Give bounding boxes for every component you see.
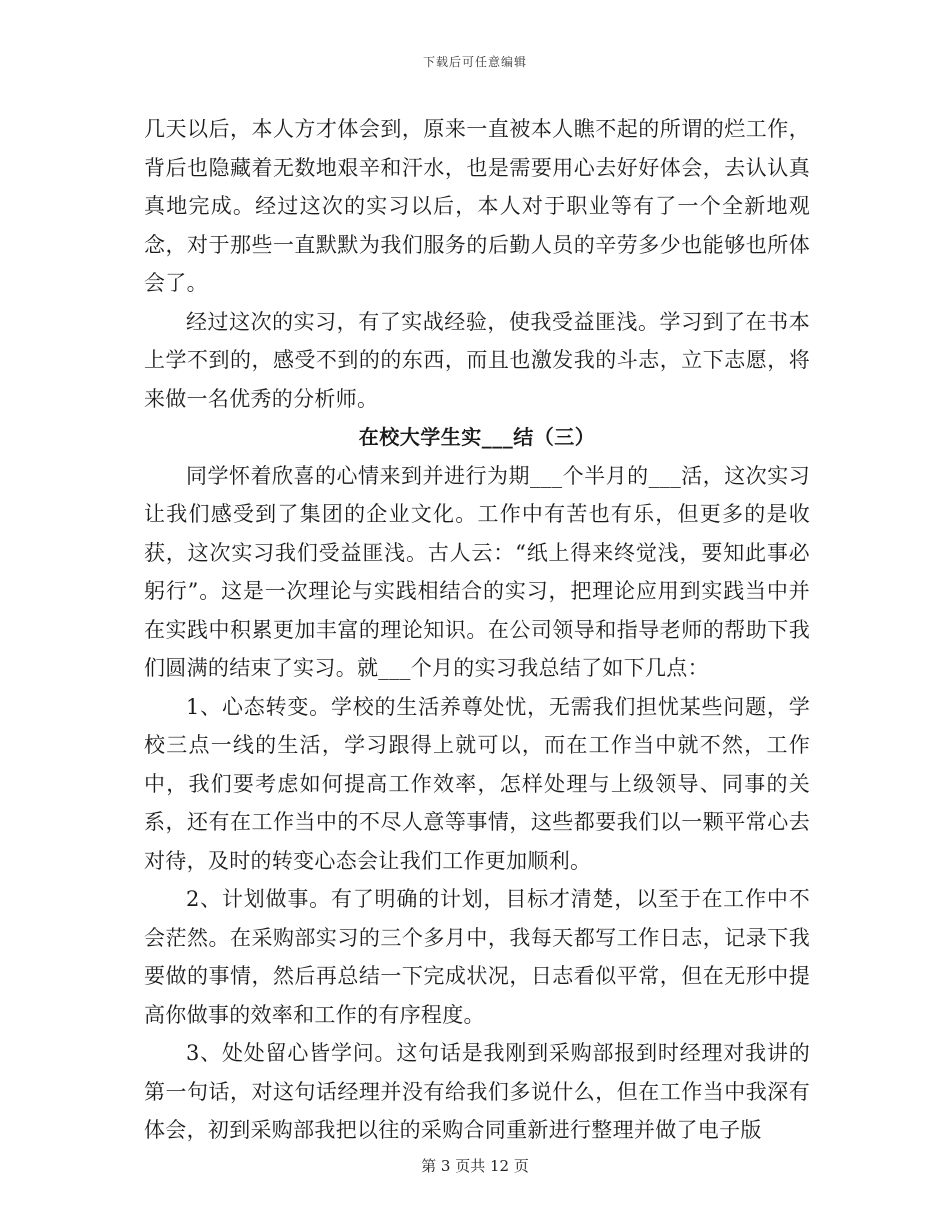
paragraph-continued: 几天以后，本人方才体会到，原来一直被本人瞧不起的所谓的烂工作，背后也隐藏着无数地艰辛和汗水，也是需要用心去好好体会，去认认真真地完成。经过这次的实习以后，本人对于职业等有了一个全新地观念，对于那些一直默默为我们服务的后勤人员的辛劳多少也能够也所体会了。 [144,117,810,295]
paragraph: 同学怀着欣喜的心情来到并进行为期___个半月的___活，这次实习让我们感受到了集团的企业文化。工作中有苦也有乐，但更多的是收获，这次实习我们受益匪浅。古人云：“纸上得来终觉浅，要知此事必躬行”。这是一次理论与实践相结合的实习，把理论应用到实践当中并在实践中积累更加丰富的理论知识。在公司领导和指导老师的帮助下我们圆满的结束了实习。就___个月的实习我总结了如下几点： [144,463,810,680]
paragraph: 1、心态转变。学校的生活养尊处忧，无需我们担忧某些问题，学校三点一线的生活，学习跟得上就可以，而在工作当中就不然，工作中，我们要考虑如何提高工作效率，怎样处理与上级领导、同事的关系，还有在工作当中的不尽人意等事情，这些都要我们以一颗平常心去对待，及时的转变心态会让我们工作更加顺利。 [144,694,810,873]
header-note: 下载后可任意编辑 [422,55,527,69]
paragraph: 经过这次的实习，有了实战经验，使我受益匪浅。学习到了在书本上学不到的，感受不到的的东西，而且也激发我的斗志，立下志愿，将来做一名优秀的分析师。 [144,309,810,411]
section-title: 在校大学生实___结（三） [358,425,596,449]
paragraph: 3、处处留心皆学问。这句话是我刚到采购部报到时经理对我讲的第一句话，对这句话经理并没有给我们多说什么，但在工作当中我深有体会，初到采购部我把以往的采购合同重新进行整理并做了电子版 [144,1041,810,1142]
document-body [144,110,810,1150]
page-number: 第 3 页共 12 页 [421,1157,529,1175]
paragraph: 2、计划做事。有了明确的计划，目标才清楚，以至于在工作中不会茫然。在采购部实习的三个多月中，我每天都写工作日志，记录下我要做的事情，然后再总结一下完成状况，日志看似平常，但在无形中提高你做事的效率和工作的有序程度。 [144,887,810,1027]
